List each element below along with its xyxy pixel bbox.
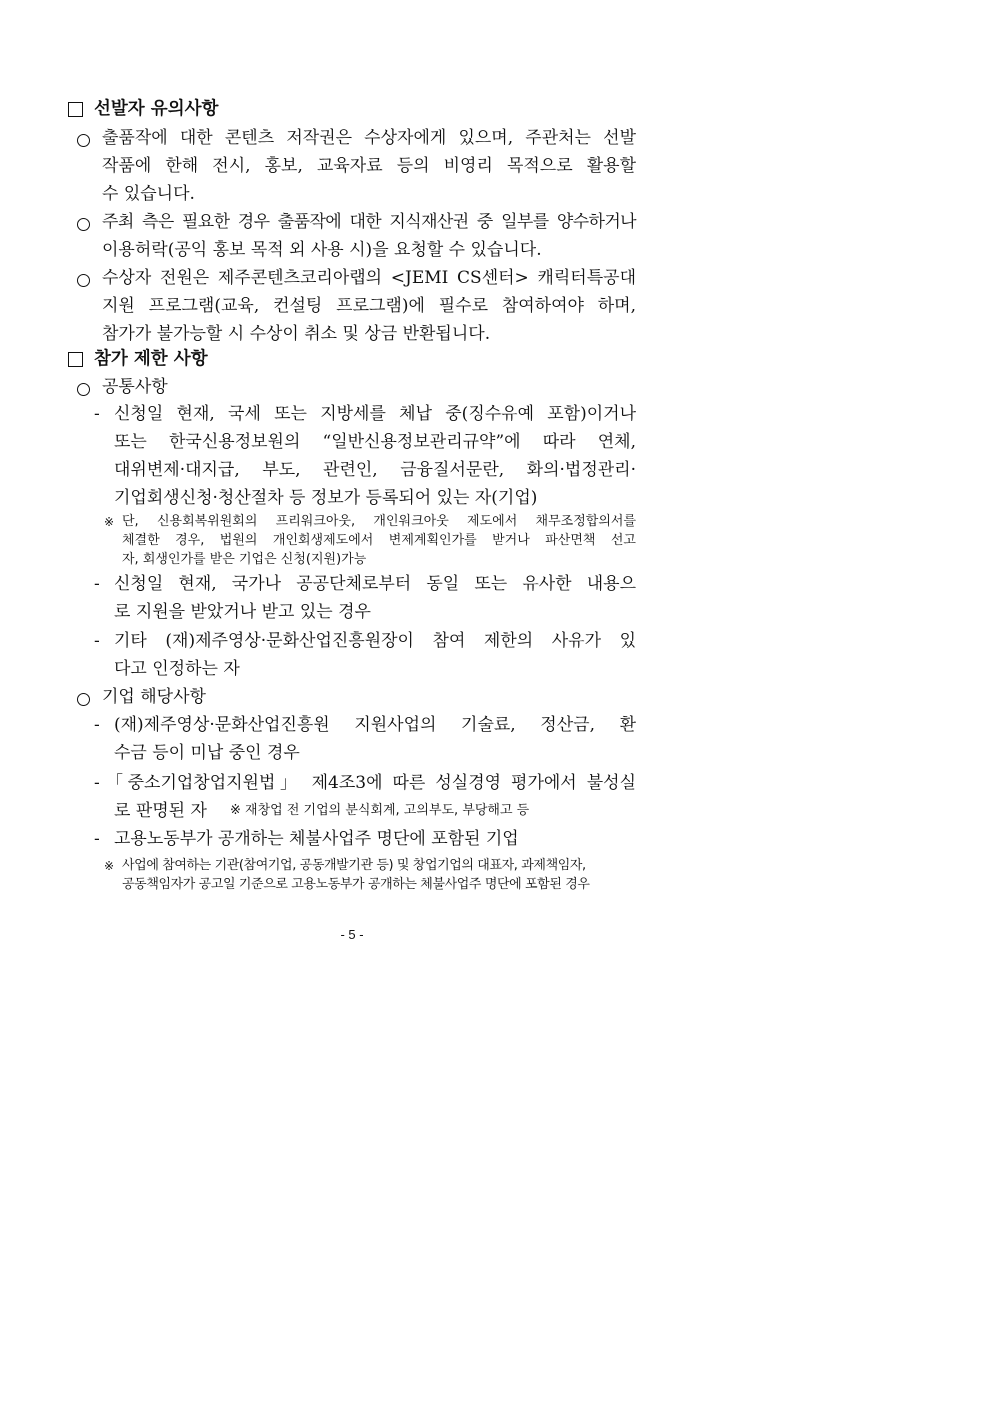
dash-bullet-icon: - — [94, 404, 100, 424]
body-line: 로 지원을 받았거나 받고 있는 경우 — [114, 602, 371, 622]
circle-bullet-icon — [77, 383, 90, 396]
body-line: 작품에 한해 전시, 홍보, 교육자료 등의 비영리 목적으로 활용할 — [102, 156, 636, 176]
section-heading: 선발자 유의사항 — [94, 99, 219, 119]
body-line: 신청일 현재, 국가나 공공단체로부터 동일 또는 유사한 내용으 — [114, 574, 636, 594]
body-line: 출품작에 대한 콘텐츠 저작권은 수상자에게 있으며, 주관처는 선발 — [102, 128, 636, 148]
circle-bullet-icon — [77, 693, 90, 706]
dash-bullet-icon: - — [94, 773, 100, 793]
inline-note: ※ 재창업 전 기업의 분식회계, 고의부도, 부당해고 등 — [230, 803, 530, 818]
body-line: 대위변제·대지급, 부도, 관련인, 금융질서문란, 화의·법정관리· — [114, 460, 636, 480]
note-line: 단, 신용회복위원회의 프리워크아웃, 개인워크아웃 제도에서 채무조정합의서를 — [122, 514, 636, 529]
body-line: 다고 인정하는 자 — [114, 659, 240, 679]
body-line: 이용허락(공익 홍보 목적 외 사용 시)을 요청할 수 있습니다. — [102, 240, 542, 260]
reference-mark-icon: ※ — [104, 859, 115, 873]
note-line: 체결한 경우, 법원의 개인회생제도에서 변제계획인가를 받거나 파산면책 선고 — [122, 533, 636, 548]
reference-mark-icon: ※ — [104, 515, 115, 529]
body-line: 참가가 불가능할 시 수상이 취소 및 상금 반환됩니다. — [102, 324, 491, 344]
note-line: 공동책임자가 공고일 기준으로 고용노동부가 공개하는 체불사업주 명단에 포함된 경우 — [122, 877, 590, 892]
body-line: 또는 한국신용정보원의 “일반신용정보관리규약”에 따라 연체, — [114, 432, 636, 452]
body-line: 고용노동부가 공개하는 체불사업주 명단에 포함된 기업 — [114, 829, 519, 849]
body-line: 수금 등이 미납 중인 경우 — [114, 743, 300, 763]
page-number: - 5 - — [340, 927, 364, 942]
subsection-title: 기업 해당사항 — [102, 687, 206, 707]
dash-bullet-icon: - — [94, 829, 100, 849]
body-line: 「중소기업창업지원법」 제4조3에 따른 성실경영 평가에서 불성실 — [106, 773, 636, 793]
body-line: 기타 (재)제주영상·문화산업진흥원장이 참여 제한의 사유가 있 — [114, 631, 636, 651]
section-heading: 참가 제한 사항 — [94, 349, 208, 369]
note-line: 자, 회생인가를 받은 기업은 신청(지원)가능 — [122, 552, 367, 567]
dash-bullet-icon: - — [94, 574, 100, 594]
body-line: 신청일 현재, 국세 또는 지방세를 체납 중(징수유예 포함)이거나 — [114, 404, 636, 424]
body-line: (재)제주영상·문화산업진흥원 지원사업의 기술료, 정산금, 환 — [114, 715, 636, 735]
circle-bullet-icon — [77, 134, 90, 147]
body-line: 지원 프로그램(교육, 컨설팅 프로그램)에 필수로 참여하여야 하며, — [102, 296, 636, 316]
body-line: 수상자 전원은 제주콘텐츠코리아랩의 <JEMI CS센터> 캐릭터특공대 — [102, 268, 636, 288]
body-line: 수 있습니다. — [102, 184, 195, 204]
circle-bullet-icon — [77, 218, 90, 231]
circle-bullet-icon — [77, 274, 90, 287]
body-line: 기업회생신청·청산절차 등 정보가 등록되어 있는 자(기업) — [114, 488, 538, 508]
checkbox-square-icon — [68, 352, 83, 367]
note-line: 사업에 참여하는 기관(참여기업, 공동개발기관 등) 및 창업기업의 대표자, 과제책임자, — [122, 858, 586, 873]
subsection-title: 공통사항 — [102, 377, 168, 397]
dash-bullet-icon: - — [94, 715, 100, 735]
body-line: 로 판명된 자 — [114, 801, 207, 821]
dash-bullet-icon: - — [94, 631, 100, 651]
body-line: 주최 측은 필요한 경우 출품작에 대한 지식재산권 중 일부를 양수하거나 — [102, 212, 636, 232]
checkbox-square-icon — [68, 102, 83, 117]
